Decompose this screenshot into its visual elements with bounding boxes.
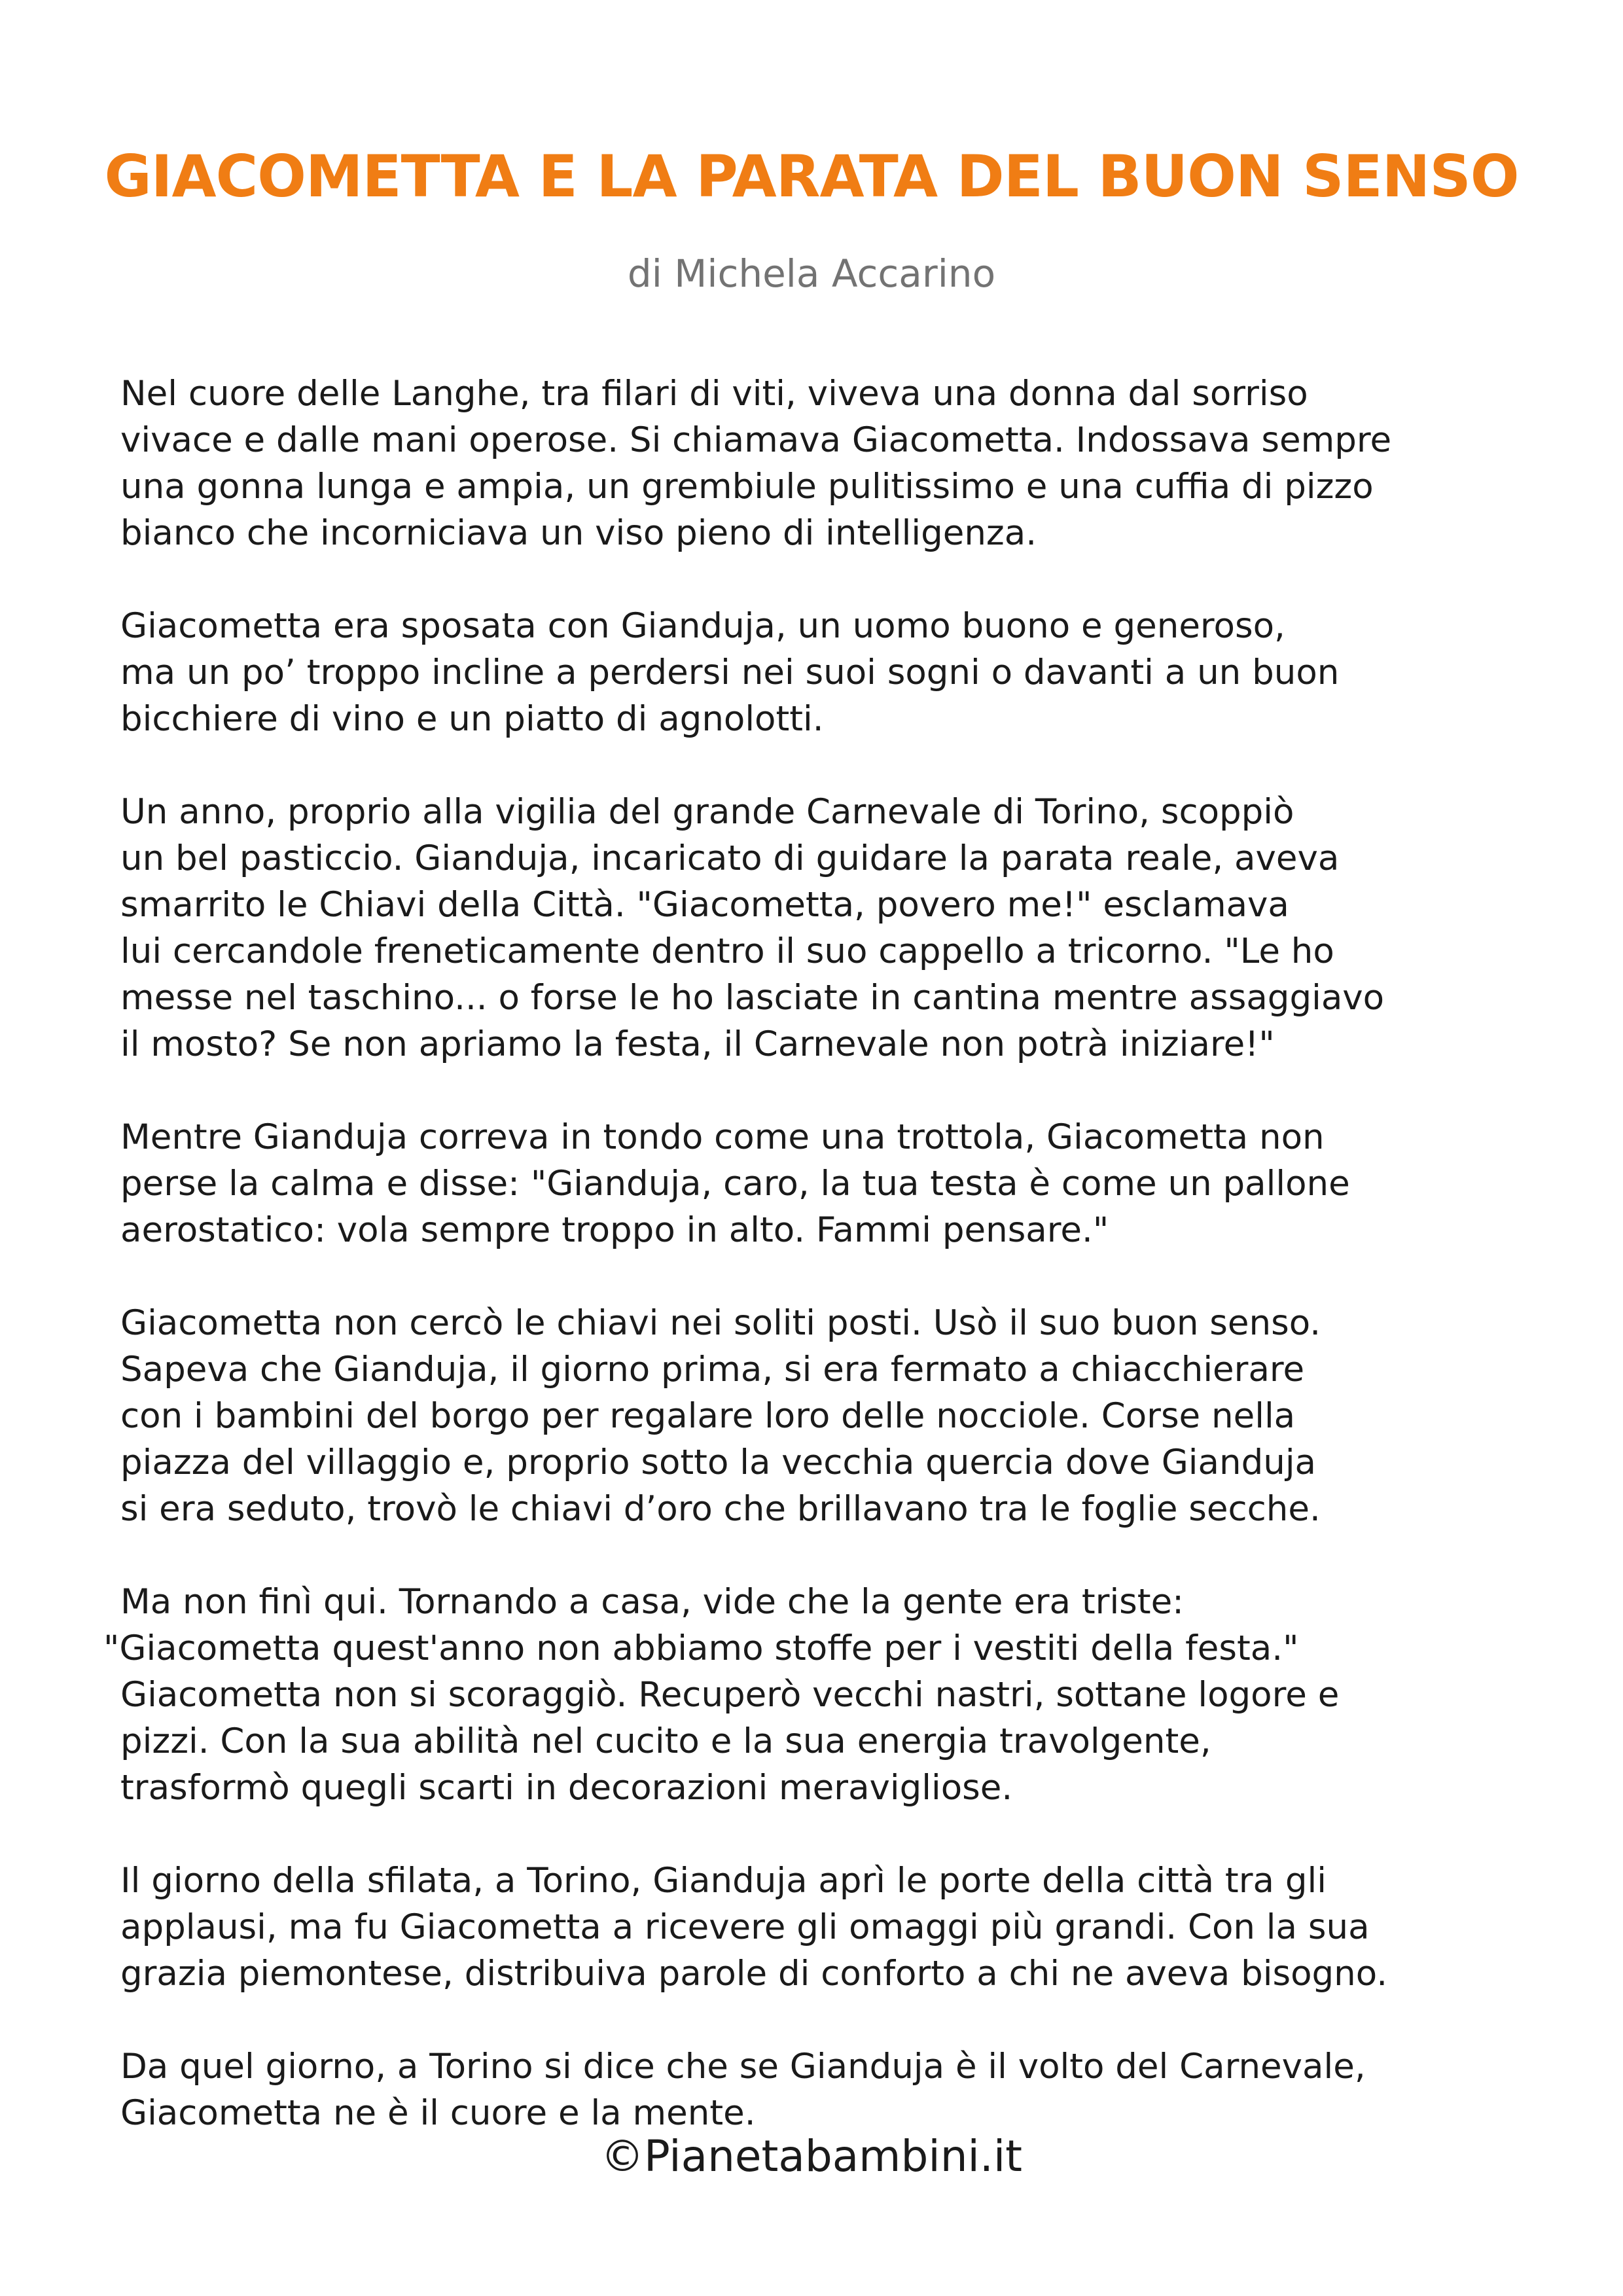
- paragraph: [120, 2043, 1527, 2136]
- text-line: grazia piemontese, distribuiva parole di conforto a chi ne aveva bisogno.: [120, 1954, 1388, 1994]
- paragraph: [103, 1579, 1527, 1811]
- text-line: si era seduto, trovò le chiavi d’oro che brillavano tra le foglie secche.: [120, 1489, 1321, 1529]
- text-line: aerostatico: vola sempre troppo in alto. Fammi pensare.": [120, 1210, 1109, 1250]
- text-line: vivace e dalle mani operose. Si chiamava Giacometta. Indossava sempre: [120, 420, 1392, 460]
- text-line: Nel cuore delle Langhe, tra filari di viti, viveva una donna dal sorriso: [120, 374, 1308, 414]
- story-body: [103, 370, 1527, 2183]
- text-line: Da quel giorno, a Torino si dice che se Gianduja è il volto del Carnevale,: [120, 2047, 1366, 2087]
- paragraph: [120, 1857, 1527, 1997]
- text-line: ma un po’ troppo incline a perdersi nei suoi sogni o davanti a un buon: [120, 653, 1340, 692]
- paragraph: [120, 1114, 1527, 1253]
- text-line: Giacometta ne è il cuore e la mente.: [120, 2093, 756, 2133]
- text-line: "Giacometta quest'anno non abbiamo stoffe per i vestiti della festa.": [103, 1628, 1299, 1668]
- paragraph: [120, 370, 1527, 556]
- text-line: bicchiere di vino e un piatto di agnolotti.: [120, 699, 824, 739]
- text-line: il mosto? Se non apriamo la festa, il Carnevale non potrà iniziare!": [120, 1024, 1275, 1064]
- text-line: bianco che incorniciava un viso pieno di intelligenza.: [120, 513, 1037, 553]
- text-line: smarrito le Chiavi della Città. "Giacometta, povero me!" esclamava: [120, 885, 1289, 925]
- story-title: GIACOMETTA E LA PARATA DEL BUON SENSO: [104, 143, 1519, 210]
- text-line: una gonna lunga e ampia, un grembiule pulitissimo e una cuffia di pizzo: [120, 467, 1374, 507]
- text-line: Giacometta non cercò le chiavi nei soliti posti. Usò il suo buon senso.: [120, 1303, 1321, 1343]
- text-line: applausi, ma fu Giacometta a ricevere gli omaggi più grandi. Con la sua: [120, 1907, 1370, 1947]
- text-line: Sapeva che Gianduja, il giorno prima, si era fermato a chiacchierare: [120, 1350, 1305, 1390]
- text-line: piazza del villaggio e, proprio sotto la vecchia quercia dove Gianduja: [120, 1443, 1317, 1482]
- paragraph: [120, 1300, 1527, 1532]
- text-line: perse la calma e disse: "Gianduja, caro, la tua testa è come un pallone: [120, 1164, 1350, 1204]
- text-line: trasformò quegli scarti in decorazioni meravigliose.: [120, 1768, 1013, 1808]
- text-line: messe nel taschino... o forse le ho lasciate in cantina mentre assaggiavo: [120, 978, 1385, 1018]
- text-line: Ma non finì qui. Tornando a casa, vide che la gente era triste:: [120, 1582, 1185, 1622]
- text-line: con i bambini del borgo per regalare loro delle nocciole. Corse nella: [120, 1396, 1296, 1436]
- paragraph: [120, 789, 1527, 1067]
- text-line: Il giorno della sfilata, a Torino, Gianduja aprì le porte della città tra gli: [120, 1861, 1327, 1901]
- text-line: pizzi. Con la sua abilità nel cucito e la sua energia travolgente,: [120, 1721, 1211, 1761]
- text-line: lui cercandole freneticamente dentro il suo cappello a tricorno. "Le ho: [120, 931, 1334, 971]
- text-line: Mentre Gianduja correva in tondo come una trottola, Giacometta non: [120, 1117, 1325, 1157]
- text-line: un bel pasticcio. Gianduja, incaricato di guidare la parata reale, aveva: [120, 838, 1340, 878]
- paragraph: [120, 603, 1527, 742]
- text-line: Un anno, proprio alla vigilia del grande Carnevale di Torino, scoppiò: [120, 792, 1294, 832]
- text-line: Giacometta era sposata con Gianduja, un uomo buono e generoso,: [120, 606, 1285, 646]
- story-author: di Michela Accarino: [627, 251, 996, 296]
- text-line: Giacometta non si scoraggiò. Recuperò vecchi nastri, sottane logore e: [120, 1675, 1340, 1715]
- copyright-footer: ©Pianetabambini.it: [600, 2131, 1023, 2181]
